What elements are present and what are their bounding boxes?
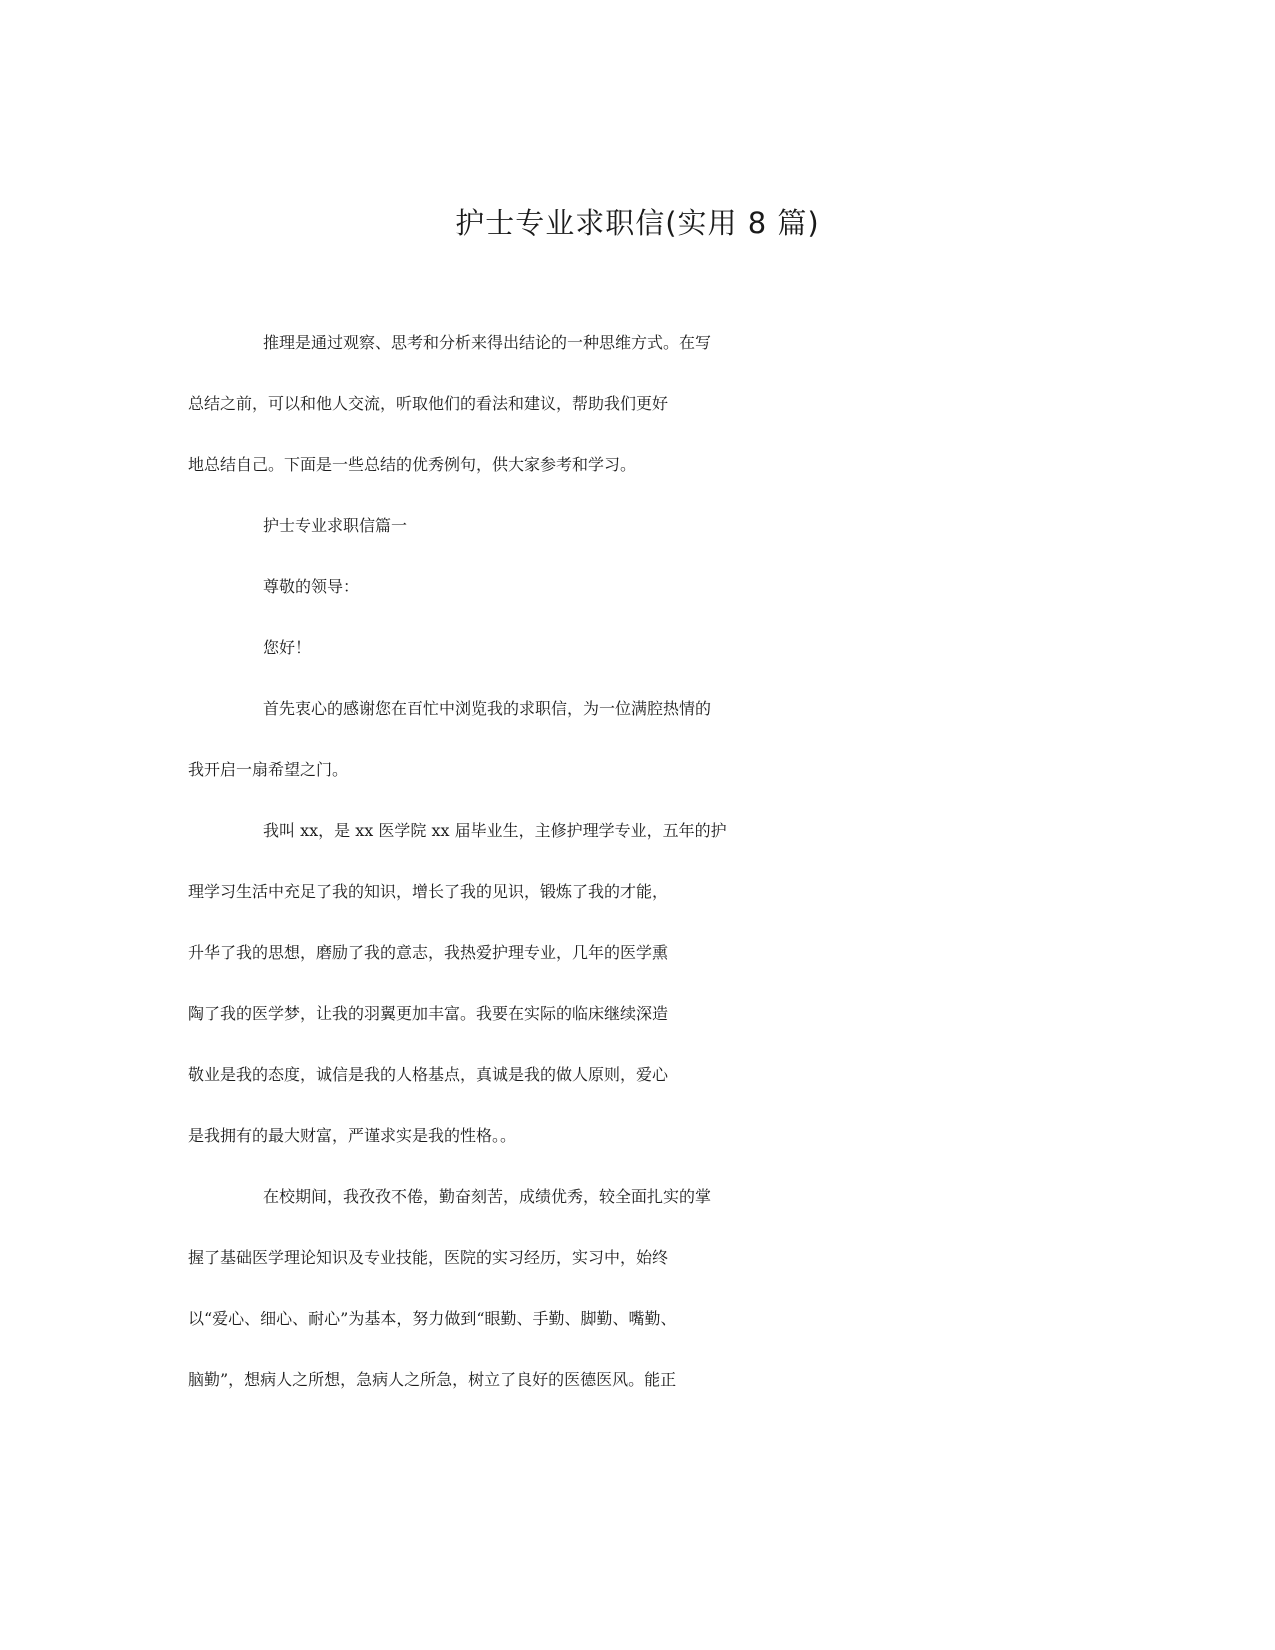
text-line: 我开启一扇希望之门。 [188, 760, 349, 779]
text-line: 推理是通过观察、思考和分析来得出结论的一种思维方式。在写 [263, 333, 712, 352]
text-line: 首先衷心的感谢您在百忙中浏览我的求职信，为一位满腔热情的 [263, 699, 712, 718]
salutation: 尊敬的领导： [263, 577, 360, 596]
text-line: 在校期间，我孜孜不倦，勤奋刻苦，成绩优秀，较全面扎实的掌 [263, 1187, 712, 1206]
text-line: 是我拥有的最大财富，严谨求实是我的性格。。 [188, 1126, 517, 1145]
text-line: 敬业是我的态度，诚信是我的人格基点，真诚是我的做人原则，爱心 [188, 1065, 669, 1084]
text-line: 脑勤”，想病人之所想，急病人之所急，树立了良好的医德医风。能正 [188, 1370, 677, 1389]
text-line: 握了基础医学理论知识及专业技能，医院的实习经历，实习中，始终 [188, 1248, 669, 1267]
greeting: 您好！ [263, 638, 312, 657]
text-line: 我叫 xx，是 xx 医学院 xx 届毕业生，主修护理学专业，五年的护 [263, 821, 727, 840]
text-line: 地总结自己。下面是一些总结的优秀例句，供大家参考和学习。 [188, 455, 637, 474]
text-line: 升华了我的思想，磨励了我的意志，我热爱护理专业，几年的医学熏 [188, 943, 669, 962]
text-line: 陶了我的医学梦，让我的羽翼更加丰富。我要在实际的临床继续深造 [188, 1004, 669, 1023]
text-line: 总结之前，可以和他人交流，听取他们的看法和建议，帮助我们更好 [188, 394, 669, 413]
text-line: 以“爱心、细心、耐心”为基本，努力做到“眼勤、手勤、脚勤、嘴勤、 [188, 1309, 677, 1328]
document-title: 护士专业求职信(实用 8 篇) [455, 206, 820, 240]
section-heading: 护士专业求职信篇一 [263, 516, 408, 535]
text-line: 理学习生活中充足了我的知识，增长了我的见识，锻炼了我的才能， [188, 882, 669, 901]
document-body [188, 330, 1078, 1428]
